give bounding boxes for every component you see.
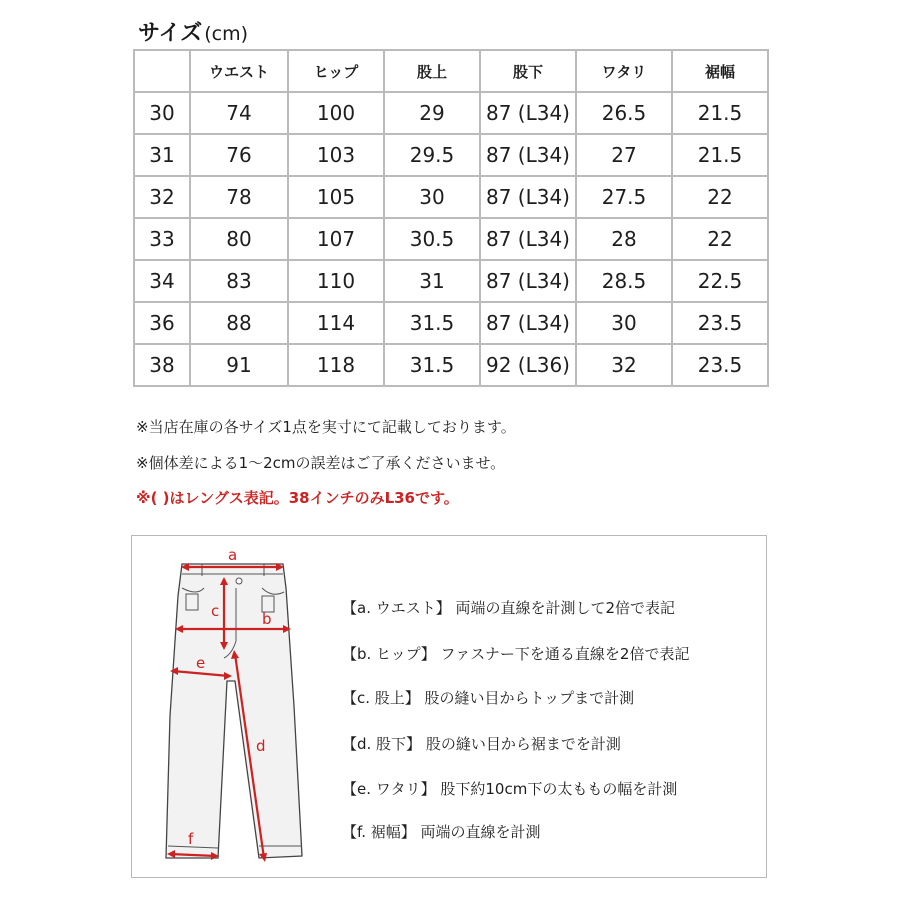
table-cell: 30	[134, 92, 190, 134]
table-cell: 33	[134, 218, 190, 260]
table-cell: 118	[288, 344, 384, 386]
table-cell: 31	[134, 134, 190, 176]
header-cell: ワタリ	[576, 50, 672, 92]
table-cell: 88	[190, 302, 288, 344]
table-cell: 27	[576, 134, 672, 176]
header-cell: ヒップ	[288, 50, 384, 92]
table-row	[134, 92, 768, 134]
legend-waist: 【a. ウエスト】 両端の直線を計測して2倍で表記	[342, 599, 676, 617]
title-text: サイズ	[138, 21, 203, 46]
table-cell: 32	[576, 344, 672, 386]
table-cell: 74	[190, 92, 288, 134]
legend-hip: 【b. ヒップ】 ファスナー下を通る直線を2倍で表記	[342, 645, 690, 663]
note-length: ※( )はレングス表記。38インチのみL36です。	[136, 489, 459, 507]
table-row	[134, 134, 768, 176]
table-cell: 30	[576, 302, 672, 344]
label-b: b	[262, 610, 272, 628]
legend-hem: 【f. 裾幅】 両端の直線を計測	[342, 823, 541, 841]
header-cell	[134, 50, 190, 92]
table-cell: 29.5	[384, 134, 480, 176]
table-cell: 28.5	[576, 260, 672, 302]
note-measurement: ※当店在庫の各サイズ1点を実寸にて記載しております。	[136, 418, 516, 436]
table-cell: 87 (L34)	[480, 92, 576, 134]
label-d: d	[256, 737, 266, 755]
note-tolerance: ※個体差による1〜2cmの誤差はご了承くださいませ。	[136, 454, 506, 472]
legend-rise: 【c. 股上】 股の縫い目からトップまで計測	[342, 689, 635, 707]
table-cell: 92 (L36)	[480, 344, 576, 386]
legend-thigh: 【e. ワタリ】 股下約10cm下の太ももの幅を計測	[342, 780, 678, 798]
table-cell: 107	[288, 218, 384, 260]
table-cell: 22	[672, 176, 768, 218]
title-unit: (cm)	[204, 23, 249, 45]
table-cell: 100	[288, 92, 384, 134]
table-cell: 87 (L34)	[480, 302, 576, 344]
table-cell: 23.5	[672, 302, 768, 344]
table-cell: 87 (L34)	[480, 176, 576, 218]
table-cell: 103	[288, 134, 384, 176]
table-cell: 31.5	[384, 302, 480, 344]
measurement-guide	[131, 535, 767, 878]
table-cell: 83	[190, 260, 288, 302]
size-table	[133, 49, 769, 387]
page-title	[138, 16, 248, 47]
table-cell: 22	[672, 218, 768, 260]
table-cell: 31	[384, 260, 480, 302]
table-row	[134, 260, 768, 302]
table-cell: 87 (L34)	[480, 260, 576, 302]
header-cell: 裾幅	[672, 50, 768, 92]
table-cell: 26.5	[576, 92, 672, 134]
label-e: e	[196, 654, 206, 672]
table-row	[134, 302, 768, 344]
label-c: c	[211, 602, 220, 620]
table-cell: 80	[190, 218, 288, 260]
header-cell: ウエスト	[190, 50, 288, 92]
table-cell: 21.5	[672, 92, 768, 134]
table-cell: 27.5	[576, 176, 672, 218]
table-cell: 114	[288, 302, 384, 344]
table-cell: 76	[190, 134, 288, 176]
table-cell: 23.5	[672, 344, 768, 386]
table-cell: 29	[384, 92, 480, 134]
table-cell: 87 (L34)	[480, 134, 576, 176]
table-cell: 31.5	[384, 344, 480, 386]
header-cell: 股上	[384, 50, 480, 92]
table-cell: 32	[134, 176, 190, 218]
table-row	[134, 218, 768, 260]
label-f: f	[188, 830, 194, 848]
table-row	[134, 344, 768, 386]
table-row	[134, 176, 768, 218]
table-cell: 36	[134, 302, 190, 344]
label-a: a	[228, 546, 238, 564]
table-cell: 28	[576, 218, 672, 260]
table-cell: 78	[190, 176, 288, 218]
table-header-row	[134, 50, 768, 92]
table-cell: 21.5	[672, 134, 768, 176]
table-cell: 91	[190, 344, 288, 386]
table-cell: 105	[288, 176, 384, 218]
table-cell: 38	[134, 344, 190, 386]
header-cell: 股下	[480, 50, 576, 92]
table-cell: 87 (L34)	[480, 218, 576, 260]
table-cell: 34	[134, 260, 190, 302]
legend-inseam: 【d. 股下】 股の縫い目から裾までを計測	[342, 735, 621, 753]
table-cell: 30.5	[384, 218, 480, 260]
table-cell: 110	[288, 260, 384, 302]
table-cell: 22.5	[672, 260, 768, 302]
table-cell: 30	[384, 176, 480, 218]
